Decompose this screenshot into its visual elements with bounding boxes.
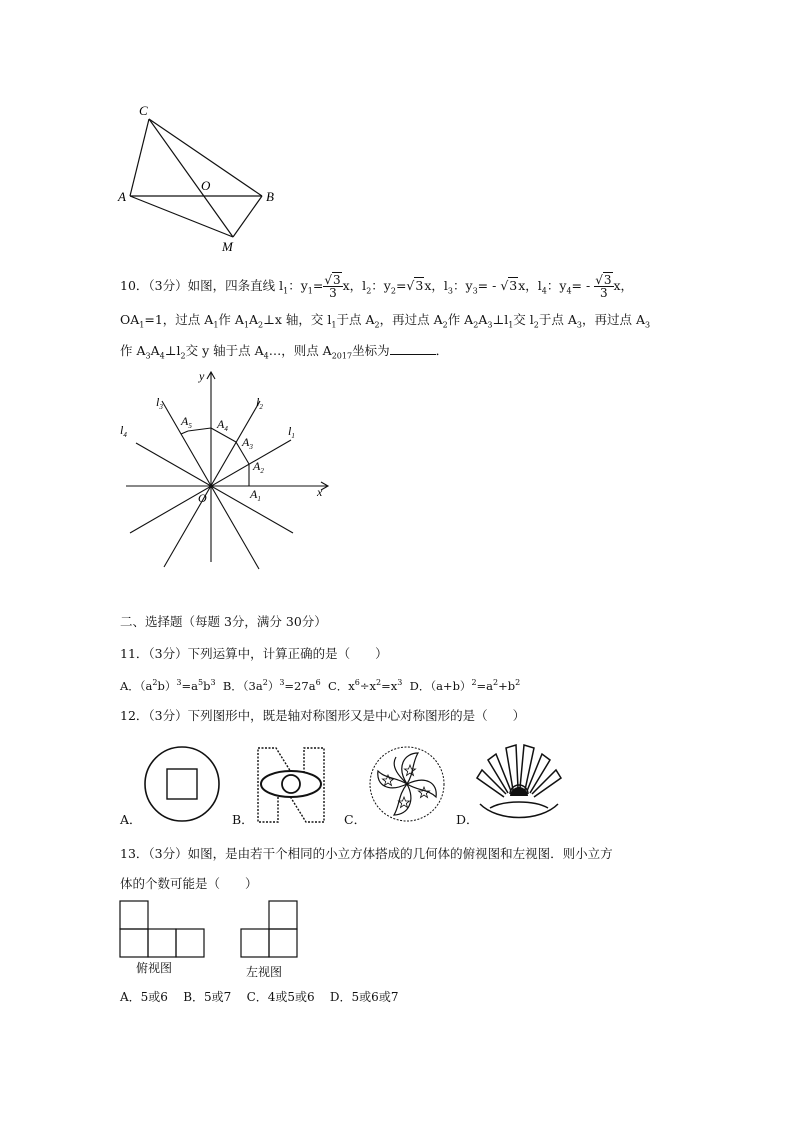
label-A2: $A_2$ bbox=[253, 459, 264, 475]
label-l2: $l_2$ bbox=[256, 395, 263, 411]
label-A: A bbox=[118, 189, 126, 204]
label-O: O bbox=[198, 491, 207, 505]
q12-figure-c bbox=[366, 745, 448, 825]
section-heading: 二、选择题（每题 3分，满分 30分） bbox=[120, 614, 327, 629]
q12-figure-a bbox=[138, 745, 228, 825]
q13-options bbox=[120, 989, 398, 1005]
q12-label-a: A． bbox=[120, 812, 142, 827]
fraction-sqrt3-over-3: $\frac{√3}{3}$ bbox=[324, 273, 341, 300]
q13-option-d: D．5或6或7 bbox=[329, 990, 399, 1004]
fraction-sqrt3-over-3-b: $\frac{√3}{3}$ bbox=[595, 273, 612, 300]
q13-option-c: C．4或5或6 bbox=[246, 990, 315, 1004]
q13-top-view bbox=[118, 898, 210, 960]
q12-figure-d bbox=[476, 742, 566, 826]
label-x: x bbox=[317, 485, 323, 499]
q13-option-a: A．5或6 bbox=[120, 990, 168, 1004]
segment-CM bbox=[149, 119, 233, 237]
q13-left-view-caption: 左视图 bbox=[246, 965, 283, 979]
q10-line3: 作 $A_3A_4\perp l_2$交 y 轴于点 $A_4\dots$，则点 $A_{2017}$坐标为 ． bbox=[120, 343, 449, 361]
q13-stem-line2: 体的个数可能是（ ） bbox=[120, 876, 258, 891]
q10-line2: $OA_1=1$，过点 $A_1$作 $A_1A_2\perp x$ 轴，交 $l_1$于点 $A_2$，再过点 $A_2$作 $A_2A_3\perp l_1$交 $l_2$于点 $A_3$，再过点 $A_3$ bbox=[120, 312, 651, 330]
q11-option-a: A．$(a^2b)^3=a^5b^3$ bbox=[120, 678, 216, 693]
label-l1: $l_1$ bbox=[288, 424, 295, 440]
label-y: y bbox=[199, 369, 205, 383]
q11-option-d: D．$(a+b)^2=a^2+b^2$ bbox=[409, 678, 521, 693]
q11-stem: 11．（3分）下列运算中，计算正确的是（ ） bbox=[120, 646, 388, 661]
segment-A5-ext bbox=[181, 431, 188, 434]
q12-label-b: B． bbox=[232, 812, 254, 827]
q9-figure bbox=[110, 95, 290, 260]
label-l3: $l_3$ bbox=[156, 395, 163, 411]
q12-label-c: C． bbox=[344, 812, 367, 827]
label-O: O bbox=[201, 178, 211, 193]
label-A1: $A_1$ bbox=[250, 487, 261, 503]
segment-BM bbox=[233, 196, 262, 237]
q10-line1: 10．（3分）如图，四条直线 $l_1$：$y_1=$ $\frac{√3}{3}$ x，$l_2$：$y_2=√3x$，$l_3$：$y_3= - √3x$，$l_4$：$y_4=$ - $\frac{√3}{3}$ x， bbox=[120, 273, 634, 300]
q12-figure-b bbox=[252, 745, 332, 825]
label-l4: $l_4$ bbox=[120, 423, 127, 439]
q11-options bbox=[120, 678, 520, 694]
segment-CA bbox=[130, 119, 149, 196]
label-A4: $A_4$ bbox=[217, 417, 228, 433]
q10-figure bbox=[110, 362, 340, 572]
segment-AM bbox=[130, 196, 233, 237]
line-l4 bbox=[136, 443, 293, 533]
q13-left-view bbox=[238, 898, 300, 960]
q11-option-b: B．$(3a^2)^3=27a^6$ bbox=[222, 678, 321, 693]
label-A3: $A_3$ bbox=[242, 435, 253, 451]
q13-stem-line1: 13．（3分）如图，是由若干个相同的小立方体搭成的几何体的俯视图和左视图．则小立方 bbox=[120, 846, 613, 861]
label-M: M bbox=[222, 239, 233, 254]
label-A5: $A_5$ bbox=[181, 414, 192, 430]
line-l2 bbox=[164, 401, 260, 567]
q13-top-view-caption: 俯视图 bbox=[136, 961, 173, 975]
q12-label-d: D． bbox=[456, 812, 479, 827]
answer-blank bbox=[390, 343, 436, 355]
q11-option-c: C．$x^6\div x^2=x^3$ bbox=[327, 678, 403, 693]
label-B: B bbox=[266, 189, 274, 204]
q12-stem: 12．（3分）下列图形中，既是轴对称图形又是中心对称图形的是（ ） bbox=[120, 708, 526, 723]
label-C: C bbox=[139, 103, 148, 118]
q13-option-b: B．5或7 bbox=[183, 990, 232, 1004]
